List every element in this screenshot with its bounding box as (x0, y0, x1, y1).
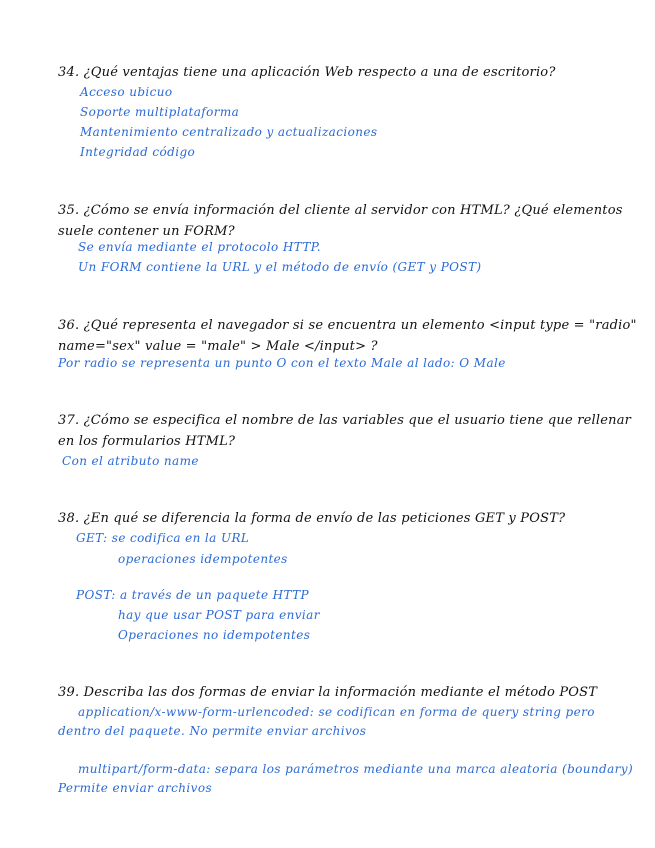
answer-36-1: Por radio se representa un punto O con el texto Male al lado: O Male (58, 356, 506, 370)
answer-34-1: Acceso ubicuo (80, 85, 173, 99)
question-38: 38. ¿En qué se diferencia la forma de envío de las peticiones GET y POST? (58, 511, 566, 526)
question-37: 37. ¿Cómo se especifica el nombre de las variables que el usuario tiene que rellenar en los formularios HTML? (58, 413, 632, 449)
question-34: 34. ¿Qué ventajas tiene una aplicación Web respecto a una de escritorio? (58, 65, 556, 80)
answer-35-1: Se envía mediante el protocolo HTTP. (78, 240, 321, 254)
answer-39-multipart: multipart/form-data: separa los parámetros mediante una marca aleatoria (boundary) Permite enviar archivos (58, 762, 634, 795)
answer-38-get-note: operaciones idempotentes (118, 552, 288, 566)
answer-34-2: Soporte multiplataforma (80, 105, 240, 119)
answer-34-4: Integridad código (80, 145, 196, 159)
answer-37-1: Con el atributo name (62, 454, 199, 468)
answer-38-get: GET: se codifica en la URL (76, 531, 250, 545)
answer-34-3: Mantenimiento centralizado y actualizaciones (80, 125, 378, 139)
answer-38-post-note-2: Operaciones no idempotentes (118, 628, 311, 642)
answer-39-urlencoded: application/x-www-form-urlencoded: se codifican en forma de query string pero dentro del paquete. No permite enviar archivos (58, 705, 595, 738)
question-35: 35. ¿Cómo se envía información del cliente al servidor con HTML? ¿Qué elementos suele contener un FORM? (58, 203, 623, 239)
question-36: 36. ¿Qué representa el navegador si se encuentra un elemento <input type = "radio" name="sex" value = "male" > Male </input> ? (58, 318, 637, 354)
answer-35-2: Un FORM contiene la URL y el método de envío (GET y POST) (78, 260, 482, 274)
answer-38-post-note-1: hay que usar POST para enviar (118, 608, 320, 622)
question-39: 39. Describa las dos formas de enviar la información mediante el método POST (58, 685, 598, 700)
answer-38-post: POST: a través de un paquete HTTP (76, 588, 310, 602)
